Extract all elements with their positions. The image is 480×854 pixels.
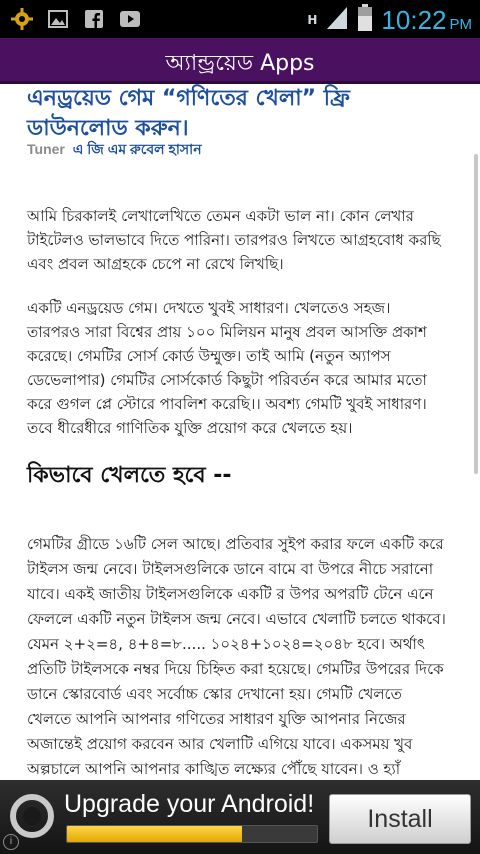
battery-icon <box>357 4 373 36</box>
app-title-bar <box>0 38 480 84</box>
paragraph-description: একটি এনড্রয়েড গেম। দেখতে খুবই সাধারণ। খেলতেও সহজ। তারপরও সারা বিশ্বের প্রায় ১০০ মিলিয়ন মানুষ প্রবল আসক্তি প্রকাশ করেছে। গেমটির সোর্স কোর্ড উম্মুক্ত। তাই আমি (নতুন অ্যাপস ডেভেলাপার) গেমটির সোর্সকোর্ড কিছুটা পরিবর্তন করে আমার মতো করে গুগল প্লে স্টোরে পাবলিশ করেছি।। অবশ্য গেমটি খুবই সাধারণ। তবে ধীরেধীরে গাণিতিক যুক্তি প্রয়োগ করে খেলতে হয়। <box>27 299 427 437</box>
install-button[interactable]: Install <box>329 794 471 844</box>
ad-headline[interactable]: Upgrade your Android! <box>64 790 315 818</box>
ad-logo-icon <box>10 794 54 838</box>
signal-icon <box>325 5 349 35</box>
clock: 10:22 PM <box>381 4 472 35</box>
article-content[interactable] <box>0 84 480 780</box>
scrollbar[interactable] <box>474 154 478 474</box>
settings-app-icon <box>10 7 34 31</box>
author-link[interactable]: এ জি এম রুবেল হাসান <box>72 141 202 157</box>
gallery-icon <box>46 7 70 31</box>
paragraph-how-to-play: গেমটির গ্রীডে ১৬টি সেল আছে। প্রতিবার সুইপ করার ফলে একটি করে টাইলস জন্ম নেবে। টাইলসগুলিকে ডানে বামে বা উপরে নীচে সরানো যাবে। একই জাতীয় টাইলসগুলিকে একটি র উপর অপরটি টেনে এনে ফেললে একটি নতুন টাইলস জন্ম নেবে। এভাবে খেলাটি চলতে থাকবে। যেমন ২+২=৪, ৪+৪=৮..... ১০২৪+১০২৪=২০৪৮ হবে। অর্থাৎ প্রতিটি টাইলসকে নম্বর দিয়ে চিহ্নিত করা হয়েছে। গেমটির উপরের দিকে ডানে স্কোরবোর্ড এবং সর্বোচ্চ স্কোর দেখানো হয়। গেমটি খেলতে খেলতে আপনি আপনার গণিতের সাধারণ যুক্তি আপনার নিজের অজান্তেই প্রয়োগ করবেন আর খেলাটি এগিয়ে যাবে। একসময় খুব অল্পচালে আপনি আপনার কাঙ্খিত লক্ষ্যের পৌঁছে যাবেন। ও হ্যাঁ <box>27 535 446 778</box>
facebook-icon <box>82 7 106 31</box>
byline <box>27 138 202 162</box>
article-headline[interactable]: এনড্রয়েড গেম “গণিতের খেলা” ফ্রি ডাউনলোড করুন। <box>27 86 350 141</box>
section-heading: কিভাবে খেলতে হবে -- <box>27 463 232 488</box>
network-type-label: H <box>307 13 318 27</box>
status-bar <box>0 0 480 38</box>
byline-label: Tuner <box>27 141 65 157</box>
ad-progress-bar <box>66 825 318 843</box>
notification-icons <box>10 7 142 31</box>
paragraph-intro: আমি চিরকালই লেখালেখিতে তেমন একটা ভাল না। কোন লেখার টাইটেলও ভালভাবে দিতে পারিনা। তারপরও লিখতে আগ্রহবোধ করছি এবং প্রবল আগ্রহকে চেপে না রেখে লিখছি। <box>27 207 441 273</box>
ad-banner[interactable] <box>0 780 480 854</box>
ad-info-icon[interactable]: i <box>3 834 19 850</box>
ad-progress-fill <box>67 826 242 842</box>
app-title: অ্যান্ড্রয়েড Apps <box>165 51 315 76</box>
youtube-icon <box>118 7 142 31</box>
